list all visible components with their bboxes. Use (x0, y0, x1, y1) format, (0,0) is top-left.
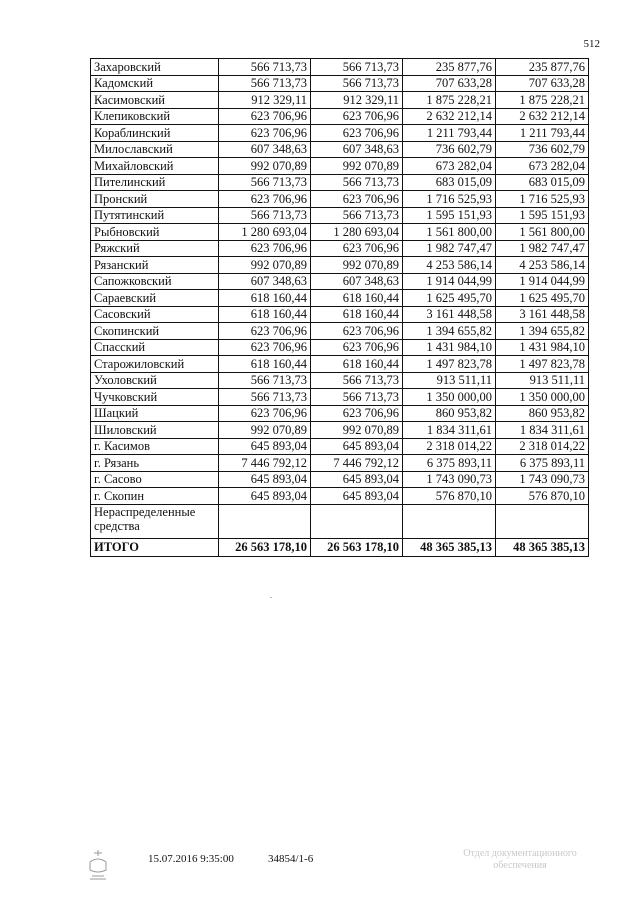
region-name-cell: Сапожковский (91, 273, 219, 290)
amount-cell-3: 4 253 586,14 (403, 257, 496, 274)
scan-speck (270, 597, 272, 598)
amount-cell-1: 992 070,89 (219, 422, 311, 439)
amount-cell-2: 566 713,73 (311, 59, 403, 76)
amount-cell-4: 913 511,11 (496, 372, 589, 389)
amount-cell-2: 566 713,73 (311, 207, 403, 224)
region-name-cell: Касимовский (91, 92, 219, 109)
region-name-cell: Скопинский (91, 323, 219, 340)
budget-table (90, 58, 589, 557)
amount-cell-4: 1 743 090,73 (496, 471, 589, 488)
amount-cell-1 (219, 504, 311, 538)
amount-cell-2: 618 160,44 (311, 306, 403, 323)
region-name-cell: г. Сасово (91, 471, 219, 488)
region-name-cell: Пителинский (91, 174, 219, 191)
undistributed-row (91, 504, 589, 538)
region-name-cell: г. Рязань (91, 455, 219, 472)
amount-cell-1: 7 446 792,12 (219, 455, 311, 472)
amount-cell-2: 7 446 792,12 (311, 455, 403, 472)
amount-cell-4: 1 394 655,82 (496, 323, 589, 340)
amount-cell-4: 1 914 044,99 (496, 273, 589, 290)
amount-cell-4: 1 625 495,70 (496, 290, 589, 307)
footer-date: 15.07.2016 9:35:00 (148, 853, 234, 865)
amount-cell-1: 992 070,89 (219, 257, 311, 274)
amount-cell-4: 736 602,79 (496, 141, 589, 158)
table-row (91, 92, 589, 109)
table-row (91, 323, 589, 340)
amount-cell-2: 992 070,89 (311, 158, 403, 175)
amount-cell-1: 607 348,63 (219, 141, 311, 158)
amount-cell-4: 707 633,28 (496, 75, 589, 92)
amount-cell-4: 683 015,09 (496, 174, 589, 191)
table-row (91, 306, 589, 323)
amount-cell-3: 48 365 385,13 (403, 538, 496, 556)
region-name-cell: Кораблинский (91, 125, 219, 142)
amount-cell-4: 3 161 448,58 (496, 306, 589, 323)
table-row (91, 224, 589, 241)
amount-cell-4: 860 953,82 (496, 405, 589, 422)
total-row (91, 538, 589, 556)
table-body (91, 59, 589, 557)
amount-cell-2: 26 563 178,10 (311, 538, 403, 556)
table-row (91, 438, 589, 455)
amount-cell-2: 623 706,96 (311, 339, 403, 356)
amount-cell-1: 623 706,96 (219, 405, 311, 422)
table-row (91, 125, 589, 142)
amount-cell-4: 1 716 525,93 (496, 191, 589, 208)
amount-cell-1: 566 713,73 (219, 75, 311, 92)
amount-cell-2: 623 706,96 (311, 108, 403, 125)
amount-cell-2: 618 160,44 (311, 290, 403, 307)
table-row (91, 405, 589, 422)
amount-cell-1: 618 160,44 (219, 306, 311, 323)
amount-cell-2: 623 706,96 (311, 323, 403, 340)
table-row (91, 455, 589, 472)
amount-cell-2: 645 893,04 (311, 488, 403, 505)
amount-cell-3: 1 914 044,99 (403, 273, 496, 290)
amount-cell-1: 623 706,96 (219, 125, 311, 142)
amount-cell-3: 1 431 984,10 (403, 339, 496, 356)
table-row (91, 257, 589, 274)
table-row (91, 240, 589, 257)
amount-cell-2: 623 706,96 (311, 240, 403, 257)
amount-cell-3: 576 870,10 (403, 488, 496, 505)
table-row (91, 422, 589, 439)
amount-cell-1: 566 713,73 (219, 389, 311, 406)
amount-cell-3: 673 282,04 (403, 158, 496, 175)
amount-cell-1: 623 706,96 (219, 339, 311, 356)
footer-document-number: 34854/1-6 (268, 853, 314, 865)
region-name-cell: г. Касимов (91, 438, 219, 455)
amount-cell-4: 1 561 800,00 (496, 224, 589, 241)
footer-faint-stamp: Отдел документационного обеспечения (463, 848, 577, 871)
amount-cell-3 (403, 504, 496, 538)
amount-cell-3: 736 602,79 (403, 141, 496, 158)
amount-cell-2: 645 893,04 (311, 471, 403, 488)
footer (0, 848, 640, 888)
amount-cell-3: 860 953,82 (403, 405, 496, 422)
amount-cell-1: 618 160,44 (219, 356, 311, 373)
amount-cell-4: 48 365 385,13 (496, 538, 589, 556)
amount-cell-3: 1 394 655,82 (403, 323, 496, 340)
region-name-cell: Клепиковский (91, 108, 219, 125)
amount-cell-4: 1 431 984,10 (496, 339, 589, 356)
amount-cell-1: 623 706,96 (219, 108, 311, 125)
table-row (91, 158, 589, 175)
amount-cell-3: 1 350 000,00 (403, 389, 496, 406)
amount-cell-4: 2 318 014,22 (496, 438, 589, 455)
amount-cell-4: 1 211 793,44 (496, 125, 589, 142)
amount-cell-2: 607 348,63 (311, 141, 403, 158)
amount-cell-1: 645 893,04 (219, 438, 311, 455)
region-name-cell: Чучковский (91, 389, 219, 406)
region-name-cell: Рыбновский (91, 224, 219, 241)
amount-cell-4: 1 834 311,61 (496, 422, 589, 439)
table-row (91, 174, 589, 191)
table-row (91, 108, 589, 125)
table-row (91, 75, 589, 92)
amount-cell-3: 3 161 448,58 (403, 306, 496, 323)
amount-cell-4: 6 375 893,11 (496, 455, 589, 472)
amount-cell-1: 912 329,11 (219, 92, 311, 109)
registry-stamp-icon (84, 848, 112, 882)
table-row (91, 273, 589, 290)
region-name-cell: Ряжский (91, 240, 219, 257)
amount-cell-3: 683 015,09 (403, 174, 496, 191)
amount-cell-4: 1 497 823,78 (496, 356, 589, 373)
region-name-cell: Сараевский (91, 290, 219, 307)
amount-cell-4: 235 877,76 (496, 59, 589, 76)
amount-cell-1: 623 706,96 (219, 191, 311, 208)
amount-cell-1: 607 348,63 (219, 273, 311, 290)
amount-cell-3: 1 625 495,70 (403, 290, 496, 307)
amount-cell-3: 1 875 228,21 (403, 92, 496, 109)
amount-cell-1: 623 706,96 (219, 240, 311, 257)
region-name-cell: Сасовский (91, 306, 219, 323)
amount-cell-3: 1 716 525,93 (403, 191, 496, 208)
amount-cell-1: 566 713,73 (219, 372, 311, 389)
amount-cell-4: 673 282,04 (496, 158, 589, 175)
amount-cell-3: 707 633,28 (403, 75, 496, 92)
amount-cell-3: 2 318 014,22 (403, 438, 496, 455)
amount-cell-2: 623 706,96 (311, 125, 403, 142)
amount-cell-4 (496, 504, 589, 538)
amount-cell-3: 1 982 747,47 (403, 240, 496, 257)
table-row (91, 372, 589, 389)
table-row (91, 191, 589, 208)
amount-cell-1: 618 160,44 (219, 290, 311, 307)
region-name-cell: Ухоловский (91, 372, 219, 389)
table-row (91, 488, 589, 505)
page-number: 512 (583, 38, 600, 50)
region-name-cell: Шиловский (91, 422, 219, 439)
amount-cell-1: 566 713,73 (219, 59, 311, 76)
amount-cell-4: 1 595 151,93 (496, 207, 589, 224)
amount-cell-1: 645 893,04 (219, 488, 311, 505)
amount-cell-2: 1 280 693,04 (311, 224, 403, 241)
amount-cell-2: 618 160,44 (311, 356, 403, 373)
amount-cell-2 (311, 504, 403, 538)
region-name-cell: Шацкий (91, 405, 219, 422)
amount-cell-3: 1 595 151,93 (403, 207, 496, 224)
region-name-cell: Старожиловский (91, 356, 219, 373)
amount-cell-3: 1 561 800,00 (403, 224, 496, 241)
region-name-cell: Спасский (91, 339, 219, 356)
amount-cell-4: 1 350 000,00 (496, 389, 589, 406)
amount-cell-3: 1 743 090,73 (403, 471, 496, 488)
amount-cell-4: 576 870,10 (496, 488, 589, 505)
table-row (91, 290, 589, 307)
amount-cell-2: 566 713,73 (311, 75, 403, 92)
amount-cell-2: 623 706,96 (311, 191, 403, 208)
amount-cell-3: 1 211 793,44 (403, 125, 496, 142)
amount-cell-2: 992 070,89 (311, 257, 403, 274)
amount-cell-3: 913 511,11 (403, 372, 496, 389)
amount-cell-3: 6 375 893,11 (403, 455, 496, 472)
region-name-cell: Захаровский (91, 59, 219, 76)
amount-cell-4: 4 253 586,14 (496, 257, 589, 274)
region-name-cell: Пронский (91, 191, 219, 208)
amount-cell-1: 566 713,73 (219, 207, 311, 224)
region-name-cell: Нераспределенные средства (91, 504, 219, 538)
region-name-cell: ИТОГО (91, 538, 219, 556)
amount-cell-2: 645 893,04 (311, 438, 403, 455)
amount-cell-1: 992 070,89 (219, 158, 311, 175)
amount-cell-1: 26 563 178,10 (219, 538, 311, 556)
amount-cell-4: 1 875 228,21 (496, 92, 589, 109)
amount-cell-1: 1 280 693,04 (219, 224, 311, 241)
table-row (91, 471, 589, 488)
region-name-cell: Путятинский (91, 207, 219, 224)
table-row (91, 356, 589, 373)
amount-cell-2: 992 070,89 (311, 422, 403, 439)
table-row (91, 59, 589, 76)
region-name-cell: г. Скопин (91, 488, 219, 505)
amount-cell-2: 566 713,73 (311, 389, 403, 406)
amount-cell-2: 623 706,96 (311, 405, 403, 422)
amount-cell-4: 2 632 212,14 (496, 108, 589, 125)
region-name-cell: Кадомский (91, 75, 219, 92)
amount-cell-3: 1 497 823,78 (403, 356, 496, 373)
region-name-cell: Михайловский (91, 158, 219, 175)
amount-cell-4: 1 982 747,47 (496, 240, 589, 257)
amount-cell-3: 2 632 212,14 (403, 108, 496, 125)
amount-cell-2: 566 713,73 (311, 174, 403, 191)
table-row (91, 207, 589, 224)
amount-cell-2: 566 713,73 (311, 372, 403, 389)
table-row (91, 339, 589, 356)
table-row (91, 389, 589, 406)
region-name-cell: Милославский (91, 141, 219, 158)
amount-cell-1: 623 706,96 (219, 323, 311, 340)
amount-cell-2: 607 348,63 (311, 273, 403, 290)
amount-cell-3: 1 834 311,61 (403, 422, 496, 439)
region-name-cell: Рязанский (91, 257, 219, 274)
amount-cell-1: 566 713,73 (219, 174, 311, 191)
amount-cell-1: 645 893,04 (219, 471, 311, 488)
amount-cell-2: 912 329,11 (311, 92, 403, 109)
amount-cell-3: 235 877,76 (403, 59, 496, 76)
table-row (91, 141, 589, 158)
